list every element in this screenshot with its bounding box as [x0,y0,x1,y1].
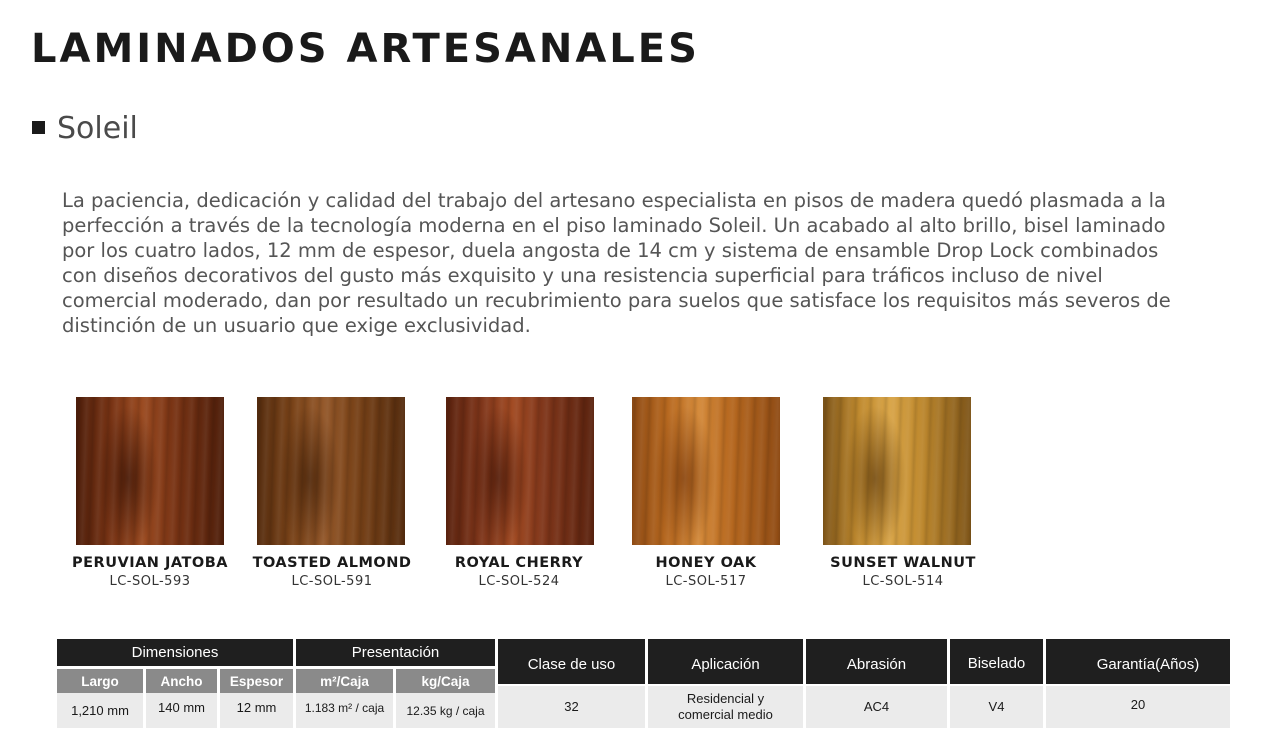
table-header-biselado: Biselado [950,639,1043,684]
wood-swatch-sunset-walnut [823,397,971,545]
swatch-name: PERUVIAN JATOBA [72,555,228,571]
table-value-espesor: 12 mm [220,693,293,728]
table-header-abrasion: Abrasión [806,639,947,684]
table-subheader-m2-caja: m²/Caja [296,669,393,693]
wood-swatch-peruvian-jatoba [76,397,224,545]
table-subheader-largo: Largo [57,669,143,693]
product-description: La paciencia, dedicación y calidad del trabajo del artesano especialista en pisos de madera quedó plasmada a la perfección a través de la tecnología moderna en el piso laminado Soleil. Un acabado al alto brillo, bisel laminado por los cuatro lados, 12 mm de espesor, duela angosta de 14 cm y sistema de ensamble Drop Lock combinados con diseños decorativos del gusto más exquisito y una resistencia superficial para tráficos incluso de nivel comercial moderado, dan por resultado un recubrimiento para suelos que satisface los requisitos más severos de distinción de un usuario que exige exclusividad. [62,189,1171,337]
wood-swatch-royal-cherry [446,397,594,545]
swatch-code: LC-SOL-514 [862,574,944,589]
table-value-garantia: 20 [1046,686,1230,728]
wood-swatch-honey-oak [632,397,780,545]
swatch-code: LC-SOL-517 [665,574,747,589]
table-header-garantia: Garantía(Años) [1046,639,1230,684]
table-header-aplicacion: Aplicación [648,639,803,684]
wood-swatch-toasted-almond [257,397,405,545]
table-header-clase-de-uso: Clase de uso [498,639,645,684]
swatch-name: SUNSET WALNUT [830,555,976,571]
table-value-clase-de-uso: 32 [498,686,645,728]
table-value-kg-caja: 12.35 kg / caja [396,693,495,728]
table-value-aplicacion-line-2: comercial medio [678,707,773,722]
section-title: Soleil [57,111,138,146]
table-subheader-espesor: Espesor [220,669,293,693]
table-group-dimensiones: Dimensiones [57,639,293,666]
swatch-code: LC-SOL-593 [109,574,191,589]
swatch-name: ROYAL CHERRY [454,555,584,571]
swatch-code: LC-SOL-524 [478,574,560,589]
table-value-largo: 1,210 mm [57,693,143,728]
table-value-m2-caja: 1.183 m² / caja [296,693,393,728]
table-value-abrasion: AC4 [806,686,947,728]
table-subheader-kg-caja: kg/Caja [396,669,495,693]
swatch-name: HONEY OAK [655,555,757,571]
swatch-name: TOASTED ALMOND [252,555,412,571]
table-value-biselado: V4 [950,686,1043,728]
table-value-aplicacion [648,686,803,728]
page-title: LAMINADOS ARTESANALES [31,26,700,72]
table-group-presentacion: Presentación [296,639,495,666]
table-value-aplicacion-line-1: Residencial y [686,691,765,706]
table-subheader-ancho: Ancho [146,669,217,693]
section-bullet [32,121,45,134]
swatch-code: LC-SOL-591 [291,574,373,589]
table-value-ancho: 140 mm [146,693,217,728]
